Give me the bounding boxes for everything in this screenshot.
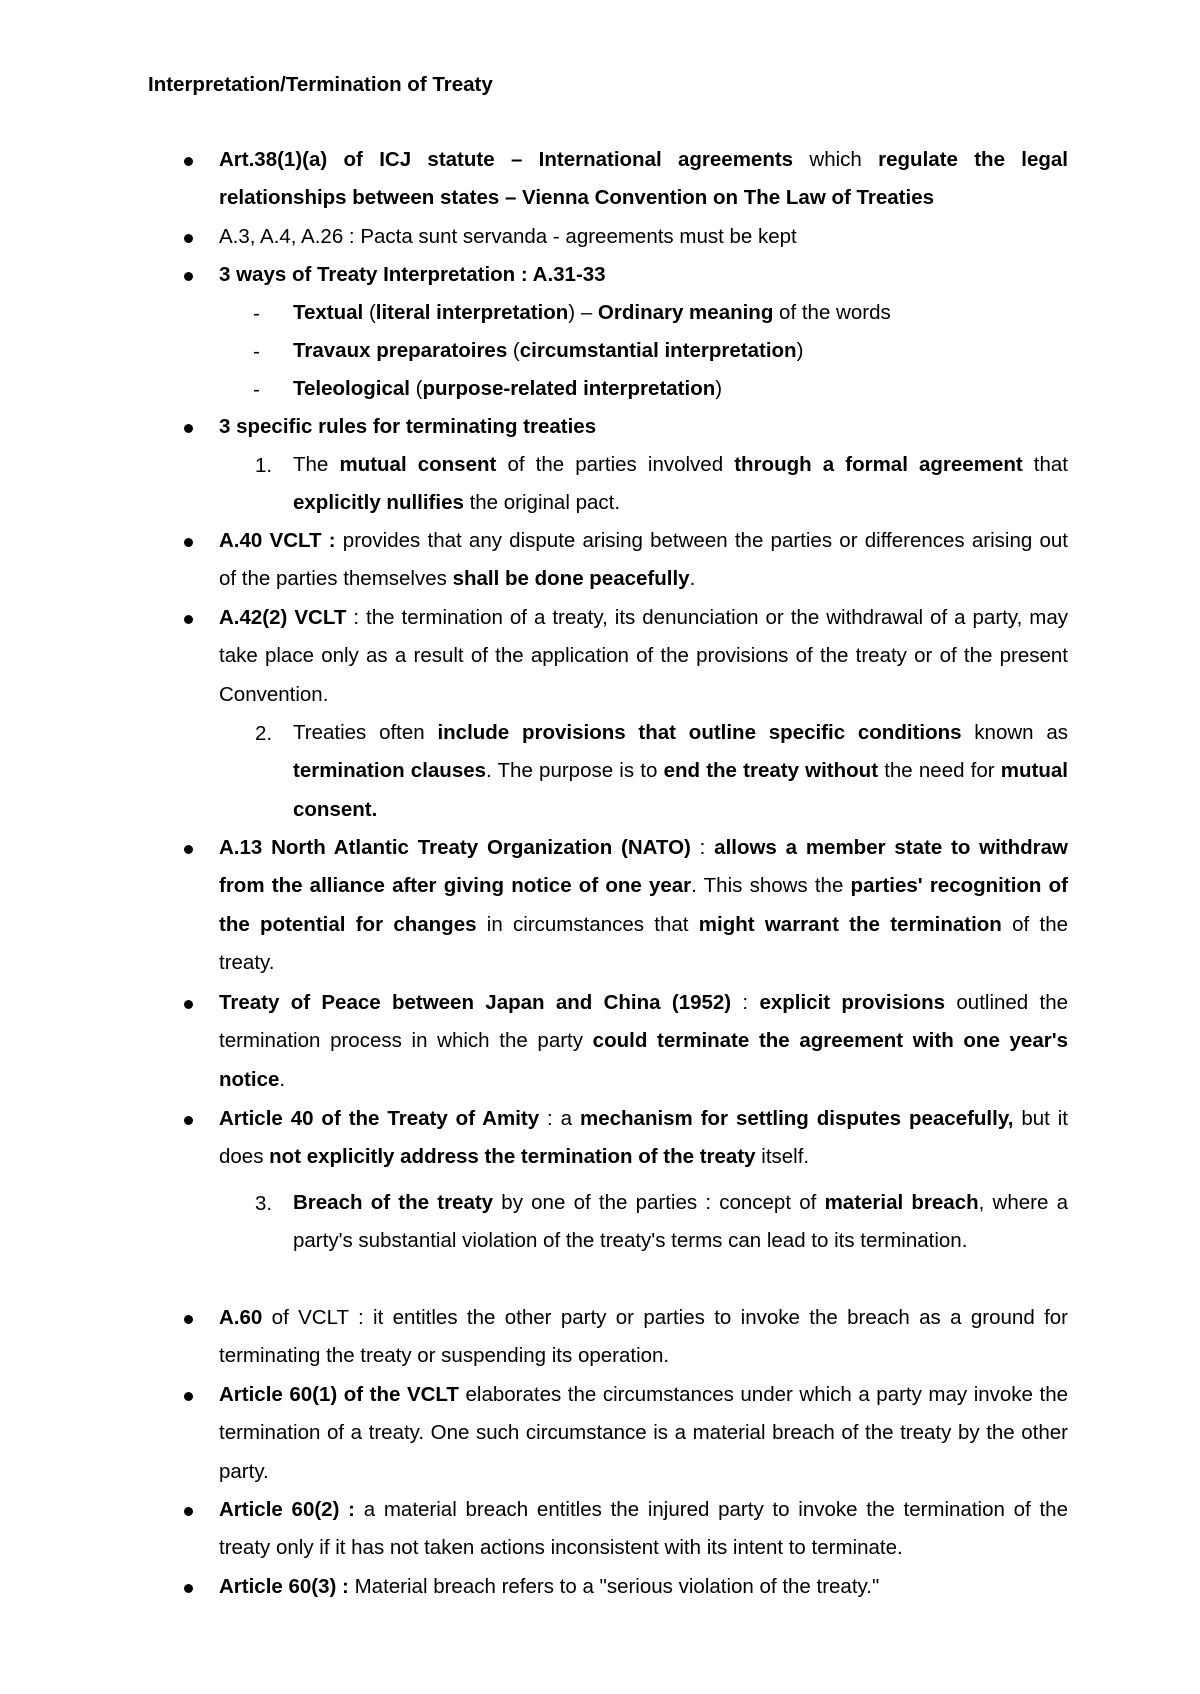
item-treaty-of-amity: Article 40 of the Treaty of Amity : a mechanism for settling disputes peacefully, but it does not explicitly address the termination of the treaty itself. [219,1107,1068,1169]
bullet-icon [184,1315,193,1324]
bullet-icon [184,615,193,624]
bullet-icon [184,1584,193,1593]
bullet-icon [184,424,193,433]
bullet-icon [184,1000,193,1009]
item-material-breach: Breach of the treaty by one of the parties : concept of material breach, where a party's substantial violation of the treaty's terms can lead to its termination. [293,1191,1068,1253]
item-article-60-3: Article 60(3) : Material breach refers to a "serious violation of the treaty." [219,1575,880,1598]
item-a42-vclt: A.42(2) VCLT : the termination of a treaty, its denunciation or the withdrawal of a party, may take place only as a result of the application of the provisions of the treaty or of the present Convention. [219,606,1068,706]
dash-marker: - [253,340,260,363]
item-termination-rules: 3 specific rules for terminating treaties [219,415,597,438]
item-travaux: Travaux preparatoires (circumstantial interpretation) [293,339,804,362]
item-article-60-1: Article 60(1) of the VCLT elaborates the circumstances under which a party may invoke the termination of a treaty. One such circumstance is a material breach of the treaty by the other party. [219,1383,1069,1483]
item-mutual-consent: The mutual consent of the parties involved through a formal agreement that explicitly nullifies the original pact. [293,453,1068,515]
bullet-icon [184,272,193,281]
item-a60-vclt: A.60 of VCLT : it entitles the other party or parties to invoke the breach as a ground for terminating the treaty or suspending its operation. [219,1306,1068,1368]
item-interpretation-ways: 3 ways of Treaty Interpretation : A.31-33 [219,263,606,286]
item-icj-statute: Art.38(1)(a) of ICJ statute – International agreements which regulate the legal relationships between states – Vienna Convention on The Law of Treaties [219,148,1069,210]
bullet-icon [184,1507,193,1516]
item-a40-vclt: A.40 VCLT : provides that any dispute arising between the parties or differences arising out of the parties themselves shall be done peacefully. [219,529,1068,591]
bullet-icon [184,1116,193,1125]
item-nato: A.13 North Atlantic Treaty Organization (NATO) : allows a member state to withdraw from the alliance after giving notice of one year. This shows the parties' recognition of the potential for changes in circumstances that might warrant the termination of the treaty. [219,836,1069,974]
item-japan-china: Treaty of Peace between Japan and China (1952) : explicit provisions outlined the termination process in which the party could terminate the agreement with one year's notice. [219,991,1069,1091]
item-article-60-2: Article 60(2) : a material breach entitles the injured party to invoke the termination of the treaty only if it has not taken actions inconsistent with its intent to terminate. [219,1498,1068,1560]
item-teleological: Teleological (purpose-related interpretation) [293,377,723,400]
item-termination-clauses: Treaties often include provisions that outline specific conditions known as termination clauses. The purpose is to end the treaty without the need for mutual consent. [293,721,1068,821]
item-pacta-sunt-servanda: A.3, A.4, A.26 : Pacta sunt servanda - agreements must be kept [219,225,797,248]
bullet-icon [184,845,193,854]
list-number: 2. [255,722,273,745]
bullet-icon [184,234,193,243]
bullet-icon [184,538,193,547]
bullet-icon [184,157,193,166]
dash-marker: - [253,378,260,401]
list-number: 1. [255,454,273,477]
item-textual: Textual (literal interpretation) – Ordinary meaning of the words [293,301,891,324]
bullet-icon [184,1392,193,1401]
list-number: 3. [255,1192,273,1215]
dash-marker: - [253,302,260,325]
document-title: Interpretation/Termination of Treaty [148,73,493,96]
